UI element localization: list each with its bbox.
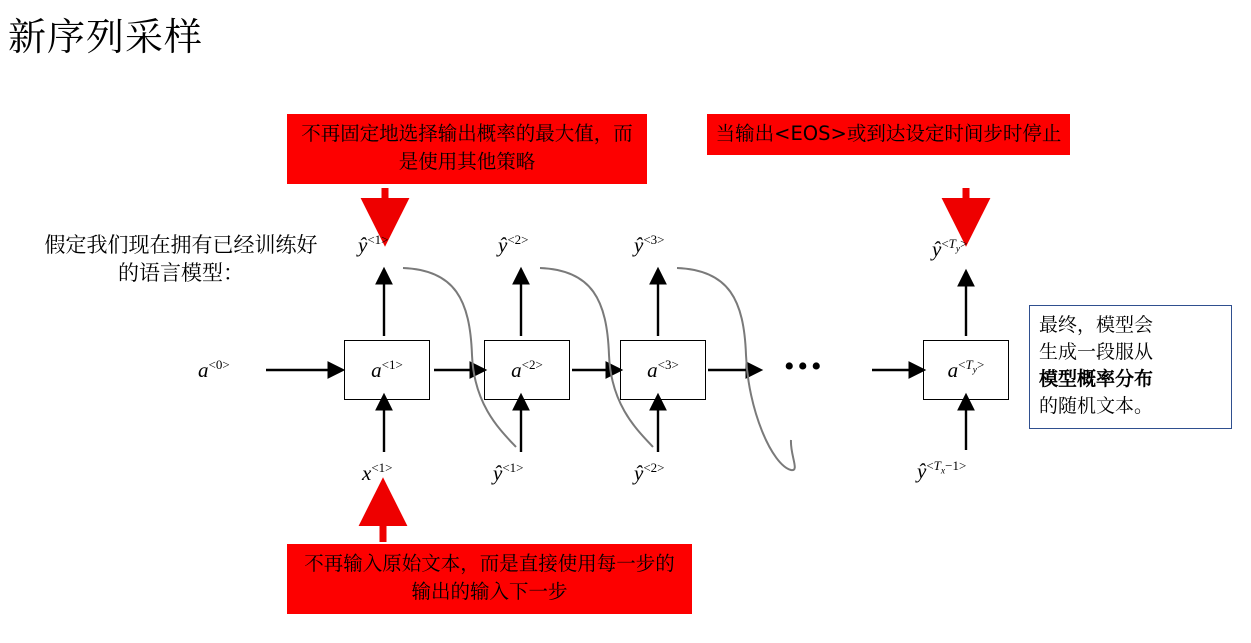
label-yhat-2: $ŷ^{<2>}$ (498, 232, 529, 257)
curve-yhat2-feedback (540, 268, 653, 447)
page-title: 新序列采样 (8, 15, 204, 59)
label-yhat-3: $ŷ^{<3>}$ (634, 232, 665, 257)
callout-stop-condition: 当输出<EOS>或到达设定时间步时停止 (707, 114, 1070, 155)
label-input-yhat-tx-1: $ŷ^{<T_x-1>}$ (917, 458, 967, 483)
label-a0: $a^{<0>}$ (198, 357, 230, 382)
callout-feed-previous-output: 不再输入原始文本，而是直接使用每一步的输出的输入下一步 (287, 544, 692, 614)
rnn-cell-1-label: $a^{<1>}$ (371, 357, 403, 382)
ellipsis-dots: ••• (784, 350, 825, 383)
intro-text: 假定我们现在拥有已经训练好的语言模型： (44, 233, 318, 286)
label-yhat-ty: $ŷ^{<T_y>}$ (932, 236, 968, 261)
label-input-yhat-2: $ŷ^{<2>}$ (634, 460, 665, 485)
rnn-cell-3-label: $a^{<3>}$ (647, 357, 679, 382)
note-line-2: 生成一段服从 (1039, 340, 1154, 363)
label-input-yhat-1: $ŷ^{<1>}$ (493, 460, 524, 485)
rnn-cell-ty-label: $a^{<T_y>}$ (947, 357, 985, 382)
rnn-cell-2-label: $a^{<2>}$ (511, 357, 543, 382)
label-x-1: $x^{<1>}$ (362, 460, 393, 485)
note-line-1: 最终，模型会 (1039, 314, 1154, 336)
label-yhat-1: $ŷ^{<1>}$ (358, 232, 389, 257)
note-line-4: 的随机文本。 (1039, 394, 1154, 417)
curve-yhat1-feedback (403, 268, 516, 447)
callout-sampling-strategy: 不再固定地选择输出概率的最大值，而是使用其他策略 (287, 114, 647, 184)
note-line-3-bold: 模型概率分布 (1039, 367, 1154, 390)
